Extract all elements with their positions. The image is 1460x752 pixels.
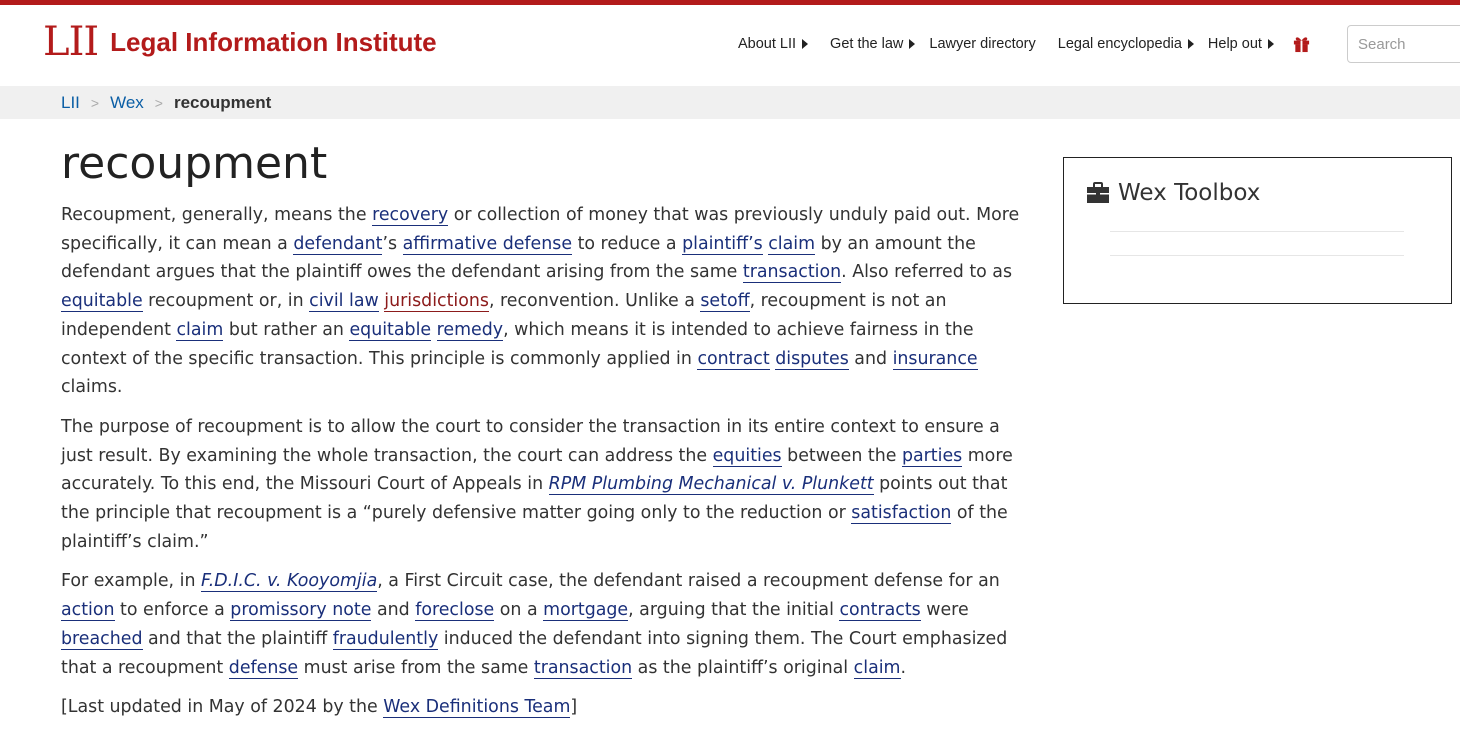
link-affirmative-defense[interactable]: affirmative defense: [402, 233, 573, 254]
link-breached[interactable]: breached: [61, 628, 143, 649]
link-transaction[interactable]: transaction: [533, 657, 633, 678]
link-defense[interactable]: defense: [228, 657, 299, 678]
nav-about-lii[interactable]: [738, 36, 808, 52]
nav-legal-encyclopedia[interactable]: [1058, 36, 1194, 52]
breadcrumb-separator: >: [90, 94, 100, 111]
link-disputes[interactable]: disputes: [775, 348, 849, 369]
article-paragraph-2: The purpose of recoupment is to allow the court to consider the transaction in its entire context to ensure a just result. By examining the whole transaction, the court can address the equities between the parties more accurately. To this end, the Missouri Court of Appeals in RPM Plumbing Mechanical v. Plunkett points out that the principle that recoupment is a “purely defensive matter going only to the reduction or satisfaction of the plaintiff’s claim.”: [61, 416, 1013, 552]
link-parties[interactable]: parties: [901, 445, 963, 466]
link-insurance[interactable]: insurance: [892, 348, 978, 369]
briefcase-icon: [1086, 182, 1110, 204]
link-claim[interactable]: claim: [853, 657, 901, 678]
nav-get-the-law[interactable]: [830, 36, 915, 52]
link-mortgage[interactable]: mortgage: [543, 600, 629, 621]
toolbox-divider: [1110, 255, 1404, 256]
link-fraudulently[interactable]: fraudulently: [332, 628, 439, 649]
article-paragraph-1: Recoupment, generally, means the recovery or collection of money that was previously unduly paid out. More specifically, it can mean a defendant’s affirmative defense to reduce a plaintiff’s claim by an amount the defendant argues that the plaintiff owes the defendant arising from the same transaction. Also referred to as equitable recoupment or, in civil law jurisdictions, reconvention. Unlike a setoff, recoupment is not an independent claim but rather an equitable remedy, which means it is intended to achieve fairness in the context of the specific transaction. This principle is commonly applied in contract disputes and insurance claims.: [61, 205, 1020, 398]
article-body: [61, 201, 1036, 733]
gift-icon[interactable]: [1292, 34, 1311, 53]
toolbox-divider: [1110, 231, 1404, 232]
link-wex-definitions-team[interactable]: Wex Definitions Team: [383, 697, 571, 718]
caret-right-icon: [1188, 39, 1194, 49]
article-updated-note: [Last updated in May of 2024 by the Wex Definitions Team]: [61, 697, 578, 718]
caret-right-icon: [1268, 39, 1274, 49]
link-civil-law[interactable]: civil law: [309, 291, 379, 312]
link-equities[interactable]: equities: [712, 445, 782, 466]
nav-help-out[interactable]: [1208, 36, 1274, 52]
caret-right-icon: [909, 39, 915, 49]
nav-label: About LII: [738, 35, 797, 52]
link-foreclose[interactable]: foreclose: [415, 600, 495, 621]
link-case-fdic[interactable]: F.D.I.C. v. Kooyomjia: [201, 571, 378, 592]
nav-label: Get the law: [830, 35, 904, 52]
link-satisfaction[interactable]: satisfaction: [851, 503, 952, 524]
nav-lawyer-directory[interactable]: [929, 36, 1035, 52]
link-setoff[interactable]: setoff: [700, 291, 750, 312]
breadcrumb-separator: >: [154, 94, 163, 111]
caret-right-icon: [802, 39, 808, 49]
link-remedy[interactable]: remedy: [436, 319, 504, 340]
link-defendant[interactable]: defendant: [293, 233, 383, 254]
nav-label: Help out: [1207, 35, 1262, 52]
nav-label: Legal encyclopedia: [1057, 35, 1182, 52]
link-equitable[interactable]: equitable: [349, 319, 432, 340]
nav-label: Lawyer directory: [929, 35, 1036, 52]
link-recovery[interactable]: recovery: [372, 205, 449, 225]
toolbox-title: Wex Toolbox: [1118, 180, 1261, 206]
link-promissory-note[interactable]: promissory note: [230, 600, 372, 621]
link-equitable[interactable]: equitable: [61, 291, 143, 312]
link-contract[interactable]: contract: [697, 348, 770, 369]
site-header: [0, 5, 1460, 86]
link-claim[interactable]: claim: [768, 233, 816, 254]
breadcrumb-current: recoupment: [173, 92, 272, 112]
main-nav: [738, 34, 1311, 53]
toolbox-header: [1086, 180, 1260, 206]
article-paragraph-3: For example, in F.D.I.C. v. Kooyomjia, a First Circuit case, the defendant raised a recoupment defense for an action to enforce a promissory note and foreclose on a mortgage, arguing that the initial contracts were breached and that the plaintiff fraudulently induced the defendant into signing them. The Court emphasized that a recoupment defense must arise from the same transaction as the plaintiff’s original claim.: [61, 571, 1008, 678]
search-input[interactable]: [1347, 25, 1460, 63]
logo-text: Legal Information Institute: [110, 26, 437, 57]
site-logo[interactable]: [43, 21, 437, 63]
page-title: recoupment: [61, 138, 328, 189]
link-case-rpm-plumbing[interactable]: RPM Plumbing Mechanical v. Plunkett: [548, 474, 874, 495]
link-claim[interactable]: claim: [176, 319, 224, 340]
link-transaction[interactable]: transaction: [742, 262, 842, 283]
link-action[interactable]: action: [61, 600, 115, 621]
breadcrumb: [0, 86, 1460, 119]
breadcrumb-wex[interactable]: Wex: [110, 92, 144, 112]
wex-toolbox: [1063, 157, 1452, 304]
link-jurisdictions[interactable]: jurisdictions: [384, 291, 489, 312]
link-contracts[interactable]: contracts: [839, 600, 921, 621]
breadcrumb-lii[interactable]: LII: [61, 92, 80, 112]
link-plaintiffs[interactable]: plaintiff’s: [682, 233, 763, 254]
logo-mark: LII: [43, 19, 99, 65]
